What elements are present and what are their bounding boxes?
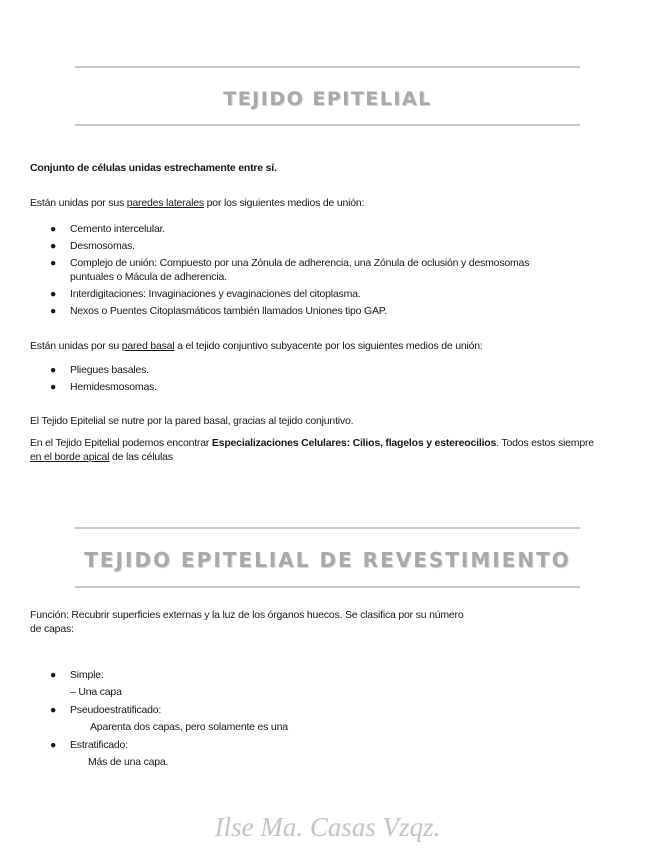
basal-pre: Están unidas por su (30, 340, 122, 352)
classification-simple: Simple: (70, 669, 104, 681)
list-item-text: Interdigitaciones: Invaginaciones y evaginaciones del citoplasma. (70, 288, 361, 300)
list-item (30, 380, 590, 394)
list-item-text: Cemento intercelular. (70, 223, 166, 235)
basal-paragraph (30, 339, 610, 353)
list-item (30, 256, 590, 284)
bullet-icon: ● (50, 739, 57, 751)
section2-bottom-rule (75, 586, 580, 588)
bullet-icon: ● (50, 288, 57, 300)
list-item (30, 239, 590, 253)
specializations-paragraph (30, 436, 605, 464)
lateral-list (30, 222, 590, 321)
lateral-paragraph (30, 196, 610, 210)
bullet-icon: ● (50, 223, 57, 235)
basal-post: a el tejido conjuntivo subyacente por los siguientes medios de unión: (174, 340, 483, 352)
function-line-1: Función: Recubrir superficies externas y la luz de los órganos huecos. Se clasifica por su número (30, 609, 464, 621)
list-item (30, 363, 590, 377)
spec-underlined: en el borde apical (30, 451, 110, 463)
nutrition-paragraph: El Tejido Epitelial se nutre por la pared basal, gracias al tejido conjuntivo. (30, 415, 354, 427)
spec-bold: Especializaciones Celulares: Cilios, flagelos y estereocilios (211, 437, 497, 449)
bullet-icon: ● (50, 381, 57, 393)
list-item-text: Pliegues basales. (70, 364, 149, 376)
section1-intro: Conjunto de células unidas estrechamente entre sí. (30, 162, 277, 174)
function-line-2: de capas: (30, 623, 74, 635)
bullet-icon: ● (50, 364, 57, 376)
spec-post: de las células (109, 451, 173, 463)
list-item-text: Nexos o Puentes Citoplasmáticos también llamados Uniones tipo GAP. (70, 305, 387, 317)
list-item (30, 304, 590, 318)
bullet-icon: ● (50, 257, 57, 269)
author-signature: Ilse Ma. Casas Vzqz. (214, 812, 441, 842)
list-item-text: Desmosomas. (70, 240, 135, 252)
list-item (30, 287, 590, 301)
classification-stratified: Estratificado: (70, 739, 128, 751)
list-item-text: Hemidesmosomas. (70, 381, 157, 393)
bullet-icon: ● (50, 305, 57, 317)
spec-pre: En el Tejido Epitelial podemos encontrar (30, 437, 212, 449)
bullet-icon: ● (50, 240, 57, 252)
section2-title: TEJIDO EPITELIAL DE REVESTIMIENTO (84, 548, 571, 572)
lateral-pre: Están unidas por sus (30, 197, 127, 209)
section1-top-rule (75, 66, 580, 68)
section1-bottom-rule (75, 124, 580, 126)
classification-pseudo: Pseudoestratificado: (70, 704, 162, 716)
section1-title: TEJIDO EPITELIAL (223, 88, 432, 110)
classification-stratified-detail: Más de una capa. (88, 756, 169, 768)
bullet-icon: ● (50, 669, 57, 681)
basal-list (30, 363, 590, 397)
basal-underlined: pared basal (121, 340, 175, 352)
lateral-post: por los siguientes medios de unión: (203, 197, 365, 209)
lateral-underlined: paredes laterales (126, 197, 204, 209)
section2-top-rule (75, 527, 580, 529)
list-item (30, 222, 590, 236)
bullet-icon: ● (50, 704, 57, 716)
classification-simple-detail: – Una capa (70, 686, 122, 698)
spec-mid: . Todos estos siempre (496, 437, 594, 449)
classification-pseudo-detail: Aparenta dos capas, pero solamente es una (90, 721, 288, 733)
list-item-text: Complejo de unión: Compuesto por una Zónula de adherencia, una Zónula de oclusión y desmosomas puntuales o Mácula de adherencia. (70, 257, 530, 283)
